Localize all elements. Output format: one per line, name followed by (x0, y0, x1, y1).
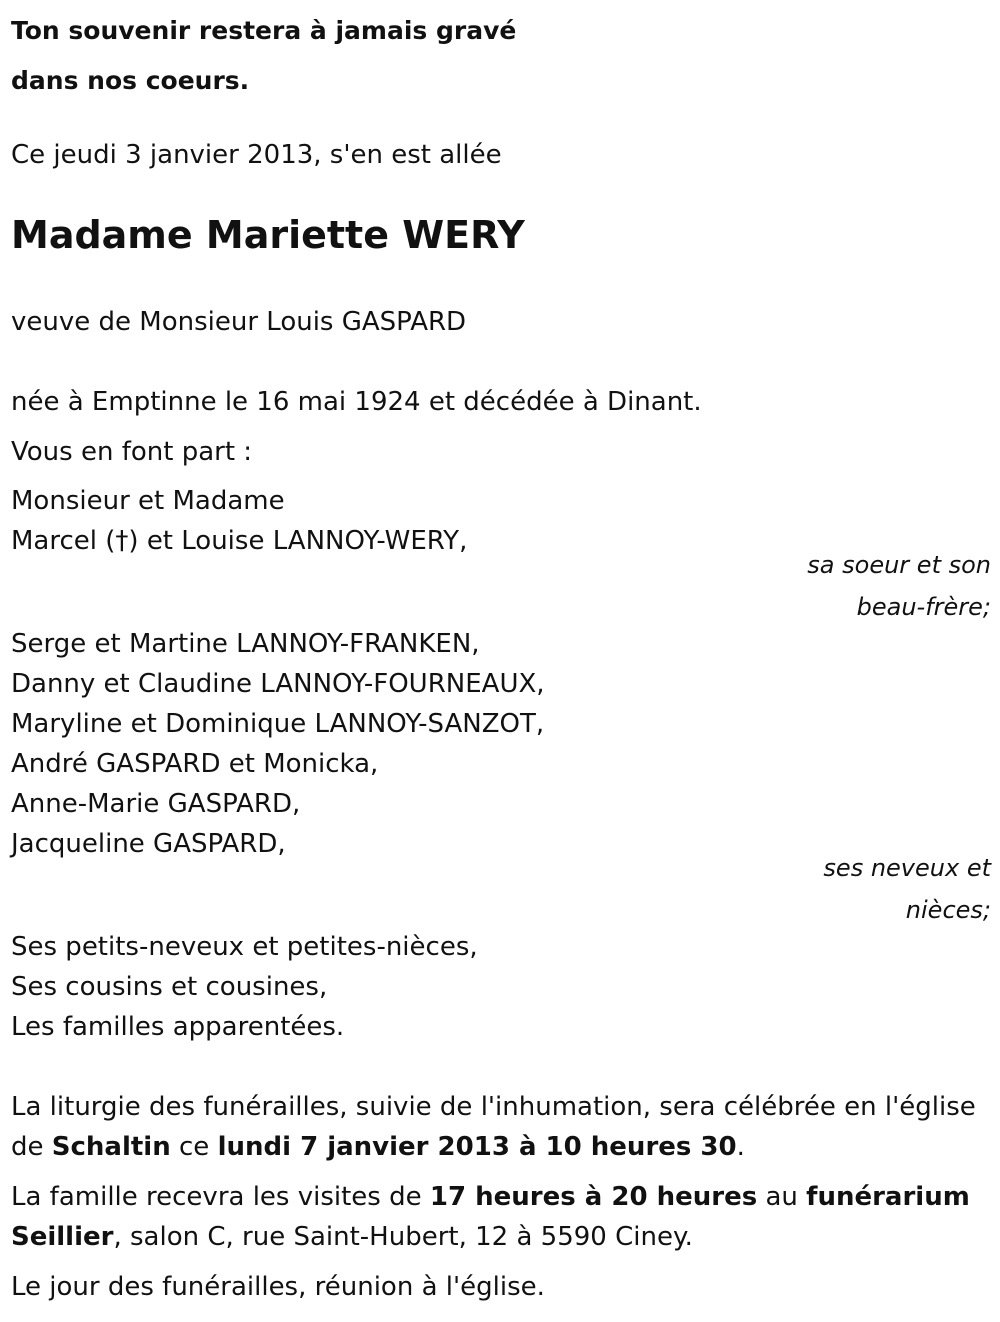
birth-death-text: née à Emptinne le 16 mai 1924 et décédée à Dinant. (11, 387, 702, 417)
family-line: André GASPARD et Monicka, (11, 749, 379, 779)
closing-text: Le jour des funérailles, réunion à l'église. (11, 1272, 545, 1302)
motto-line-1: Ton souvenir restera à jamais gravé (11, 16, 517, 45)
visiting-hours: 17 heures à 20 heures (429, 1182, 758, 1212)
family-line: Maryline et Dominique LANNOY-SANZOT, (11, 709, 545, 739)
family-line: Monsieur et Madame (11, 486, 285, 516)
relation-line: sa soeur et son (807, 551, 991, 579)
spouse-text: veuve de Monsieur Louis GASPARD (11, 307, 467, 337)
family-line: Ses petits-neveux et petites-nièces, (11, 932, 478, 962)
relation-line: nièces; (905, 896, 991, 924)
visits-text: La famille recevra les visites de (11, 1182, 430, 1212)
liturgy-text: . (736, 1132, 745, 1162)
family-group-1 (11, 481, 467, 561)
deceased-name: Madame Mariette WERY (11, 213, 525, 257)
motto (11, 6, 516, 106)
family-group-3 (11, 927, 478, 1047)
relation-label-2 (823, 847, 991, 931)
announce-text: Vous en font part : (11, 437, 253, 467)
relation-label-1 (807, 544, 991, 628)
family-line: Anne-Marie GASPARD, (11, 789, 301, 819)
family-line: Jacqueline GASPARD, (11, 829, 286, 859)
family-line: Les familles apparentées. (11, 1012, 345, 1042)
family-line: Ses cousins et cousines, (11, 972, 328, 1002)
relation-line: beau-frère; (856, 593, 991, 621)
ceremony-datetime: lundi 7 janvier 2013 à 10 heures 30 (217, 1132, 737, 1162)
family-line: Marcel (†) et Louise LANNOY-WERY, (11, 526, 468, 556)
family-line: Serge et Martine LANNOY-FRANKEN, (11, 629, 480, 659)
liturgy-text: La liturgie des funérailles, suivie de l'inhumation, sera célébrée en l'église de (11, 1092, 976, 1162)
family-line: Danny et Claudine LANNOY-FOURNEAUX, (11, 669, 545, 699)
funeral-home: funérarium Seillier (11, 1182, 970, 1252)
visits-text: , salon C, rue Saint-Hubert, 12 à 5590 Ciney. (113, 1222, 693, 1252)
intro-text: Ce jeudi 3 janvier 2013, s'en est allée (11, 140, 502, 170)
visits-text: au (757, 1182, 807, 1212)
liturgy-paragraph (11, 1087, 996, 1167)
liturgy-text: ce (170, 1132, 218, 1162)
relation-line: ses neveux et (823, 854, 991, 882)
visits-paragraph (11, 1177, 996, 1257)
church-location: Schaltin (51, 1132, 171, 1162)
motto-line-2: dans nos coeurs. (11, 66, 250, 95)
family-group-2 (11, 624, 545, 864)
